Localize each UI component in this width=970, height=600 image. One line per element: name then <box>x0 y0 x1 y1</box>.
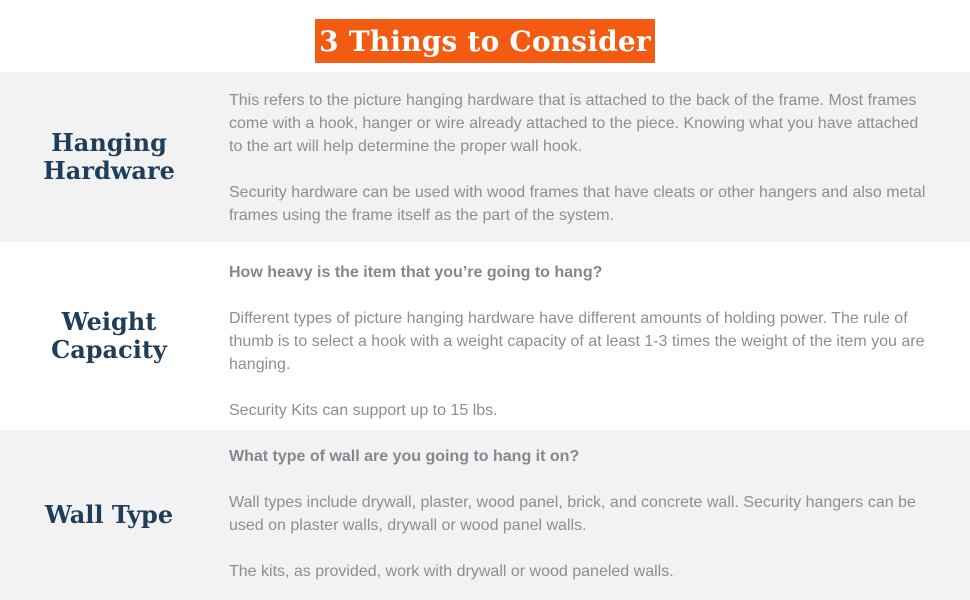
section-title <box>0 242 218 430</box>
header <box>0 0 970 72</box>
section-paragraph: Wall types include drywall, plaster, wood panel, brick, and concrete wall. Security hangers can be used on plaster walls, drywall or wood panel walls. <box>229 494 916 534</box>
section-weight-capacity <box>0 242 970 430</box>
section-body <box>229 89 934 227</box>
section-body <box>229 261 934 422</box>
section-hanging-hardware <box>0 72 970 242</box>
section-title-line: Wall Type <box>44 500 174 529</box>
section-paragraph: Security hardware can be used with wood frames that have cleats or other hangers and also metal frames using the frame itself as the part of the system. <box>229 184 926 224</box>
section-title-line: Weight <box>61 307 157 336</box>
section-paragraph: Security Kits can support up to 15 lbs. <box>229 402 498 419</box>
section-wall-type <box>0 430 970 600</box>
section-body <box>229 445 934 583</box>
section-title-line: Capacity <box>51 335 167 364</box>
section-title-line: Hanging <box>51 128 167 157</box>
section-paragraph: The kits, as provided, work with drywall or wood paneled walls. <box>229 563 674 580</box>
page-title: 3 Things to Consider <box>315 19 655 63</box>
section-title <box>0 72 218 242</box>
section-title-line: Hardware <box>43 156 175 185</box>
section-question: What type of wall are you going to hang it on? <box>229 448 580 465</box>
section-question: How heavy is the item that you’re going to hang? <box>229 264 603 281</box>
section-title <box>0 430 218 600</box>
section-paragraph: This refers to the picture hanging hardware that is attached to the back of the frame. Most frames come with a hook, hanger or wire already attached to the piece. Knowing what you have attached to the art will help determine the proper wall hook. <box>229 92 919 155</box>
section-paragraph: Different types of picture hanging hardware have different amounts of holding power. The rule of thumb is to select a hook with a weight capacity of at least 1-3 times the weight of the item you are hanging. <box>229 310 925 373</box>
